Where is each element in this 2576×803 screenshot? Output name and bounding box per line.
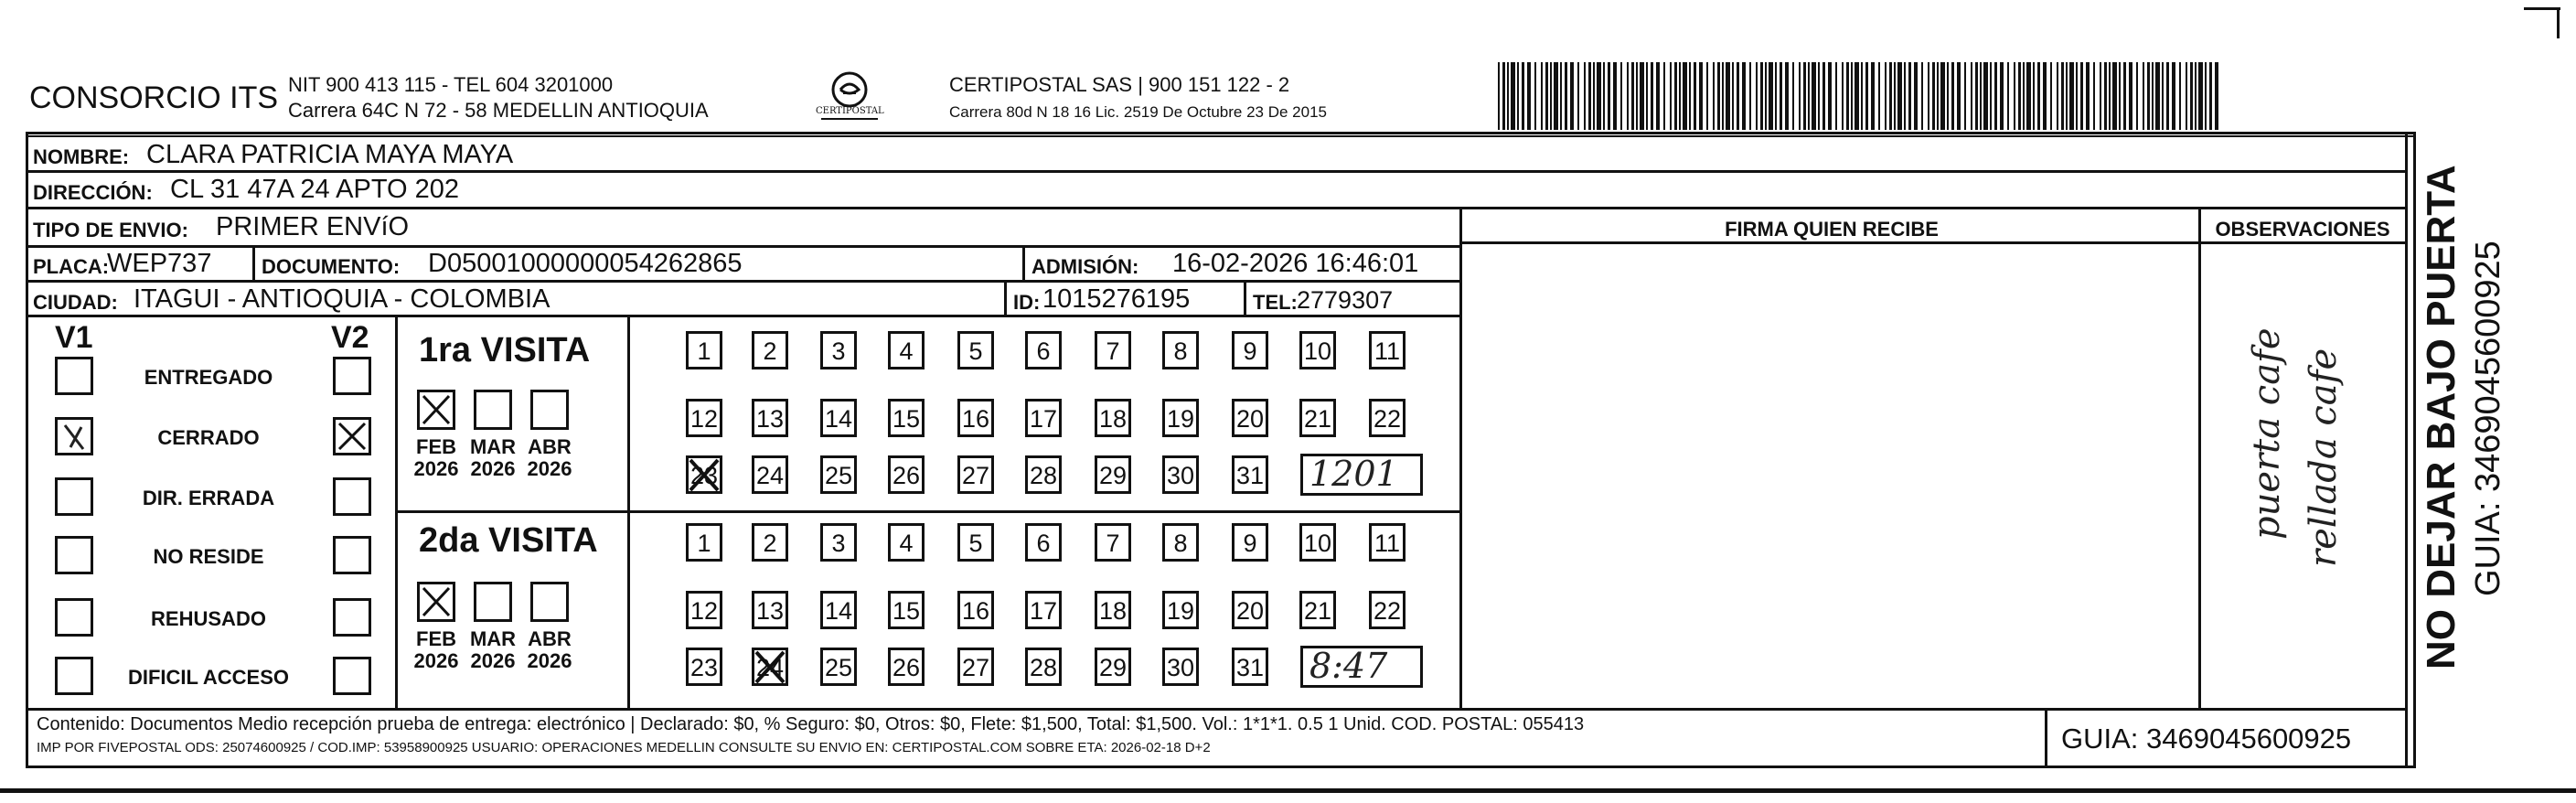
first-day-box[interactable]: 10 — [1299, 331, 1336, 369]
second-day-box[interactable]: 22 — [1369, 591, 1406, 629]
carrier-license: Carrera 80d N 18 16 Lic. 2519 De Octubre 23 De 2015 — [949, 103, 1327, 121]
status-v2-checkbox[interactable] — [333, 657, 371, 695]
first-day-box[interactable]: 17 — [1025, 399, 1062, 437]
barcode-bar — [1651, 62, 1653, 130]
barcode-bar — [1502, 62, 1505, 130]
first-day-box[interactable]: 30 — [1162, 455, 1199, 494]
barcode-bar — [1780, 62, 1782, 130]
footer-imp: IMP POR FIVEPOSTAL ODS: 25074600925 / COD.IMP: 53958900925 USUARIO: OPERACIONES MEDELLIN CONSULTE SU ENVIO EN: CERTIPOSTAL.COM SOBRE ETA: 2026-02-18 D+2 — [37, 740, 1211, 755]
direccion-label: DIRECCIÓN: — [33, 181, 153, 204]
first-day-box[interactable]: 5 — [957, 331, 994, 369]
barcode-bar — [2186, 62, 2187, 130]
barcode-bar — [1749, 62, 1751, 130]
first-day-box[interactable]: 16 — [957, 399, 994, 437]
barcode-bar — [1577, 62, 1579, 130]
barcode-bar — [1694, 62, 1696, 130]
second-year-label: 2026 — [470, 649, 516, 672]
first-day-box[interactable]: 12 — [686, 399, 722, 437]
barcode-bar — [1565, 62, 1567, 130]
barcode-bar — [1498, 62, 1500, 130]
barcode-bar — [2147, 62, 2150, 130]
company-name: CONSORCIO ITS — [29, 80, 279, 115]
first-month-label: MAR — [469, 435, 517, 458]
barcode-bar — [1631, 62, 1634, 130]
side-divider — [2405, 132, 2408, 768]
barcode-bar — [2162, 62, 2164, 130]
barcode-bar — [2007, 62, 2009, 130]
barcode-bar — [1975, 62, 1978, 130]
barcode-bar — [1550, 62, 1552, 130]
barcode-bar — [2061, 62, 2064, 130]
barcode-bar — [1679, 62, 1681, 130]
status-option-label: REHUSADO — [151, 607, 266, 630]
barcode-bar — [1861, 62, 1863, 130]
status-v2-checkbox[interactable] — [333, 417, 371, 455]
barcode-bar — [1994, 62, 1997, 130]
first-month-label: ABR — [528, 435, 572, 458]
barcode-bar — [1812, 62, 1816, 130]
cell-divider — [1022, 245, 1025, 280]
row-line — [26, 170, 2405, 173]
firma-divider — [1459, 207, 1462, 708]
admision-value: 16-02-2026 16:46:01 — [1172, 249, 1419, 278]
second-day-box[interactable]: 16 — [957, 591, 994, 629]
second-day-box[interactable]: 31 — [1232, 648, 1268, 686]
barcode-bar — [2100, 62, 2101, 130]
frame-double-line — [26, 135, 2416, 137]
barcode-bar — [2112, 62, 2117, 130]
observation-note-1: puerta cafe — [2246, 327, 2288, 540]
barcode-bar — [2129, 62, 2132, 130]
tipo-envio-label: TIPO DE ENVIO: — [33, 219, 188, 241]
status-v2-checkbox[interactable] — [333, 357, 371, 395]
barcode-bar — [1940, 62, 1945, 130]
second-day-box[interactable]: 7 — [1095, 523, 1131, 562]
barcode-bar — [2086, 62, 2090, 130]
barcode-bar — [1980, 62, 1982, 130]
barcode-bar — [1851, 62, 1853, 130]
first-month-checkbox[interactable] — [474, 390, 512, 430]
second-day-box[interactable]: 9 — [1232, 523, 1268, 562]
first-day-box[interactable]: 1 — [686, 331, 722, 369]
status-v2-checkbox[interactable] — [333, 598, 371, 637]
barcode-bar — [2179, 62, 2181, 130]
footer-line — [26, 708, 2405, 711]
status-v1-checkbox[interactable] — [55, 357, 93, 395]
barcode-bar — [1990, 62, 1992, 130]
barcode-bar — [1507, 62, 1509, 130]
barcode-bar — [1835, 62, 1837, 130]
first-month-checkbox[interactable] — [530, 390, 569, 430]
barcode-bar — [1737, 62, 1739, 130]
second-month-label: ABR — [528, 627, 572, 650]
first-day-box[interactable]: 14 — [820, 399, 857, 437]
barcode-bar — [1983, 62, 1988, 130]
first-day-box[interactable]: 6 — [1025, 331, 1062, 369]
footer-divider — [2045, 708, 2047, 768]
second-day-box[interactable]: 14 — [820, 591, 857, 629]
observation-note-2: rellada cafe — [2303, 348, 2345, 567]
barcode-bar — [1828, 62, 1832, 130]
barcode-bar — [1846, 62, 1849, 130]
second-day-box[interactable]: 13 — [752, 591, 788, 629]
barcode-bar — [1527, 62, 1531, 130]
barcode-bar — [1541, 62, 1543, 130]
barcode-bar — [1957, 62, 1961, 130]
barcode-bar — [1855, 62, 1859, 130]
barcode-bar — [1603, 62, 1605, 130]
barcode-bar — [1613, 62, 1617, 130]
cell-divider — [1244, 280, 1246, 315]
first-day-box[interactable]: 25 — [820, 455, 857, 494]
row-line — [26, 207, 2405, 209]
barcode-bar — [1897, 62, 1902, 130]
second-day-box[interactable]: 21 — [1299, 591, 1336, 629]
first-month-label: FEB — [416, 435, 456, 458]
second-visit-title: 2da VISITA — [419, 521, 598, 560]
first-day-box[interactable]: 31 — [1232, 455, 1268, 494]
barcode-bar — [1584, 62, 1586, 130]
barcode-bar — [1560, 62, 1562, 130]
second-day-box[interactable]: 3 — [820, 523, 857, 562]
first-time-handwritten: 1201 — [1309, 454, 1398, 494]
first-day-mark — [686, 455, 722, 494]
barcode-bar — [1785, 62, 1789, 130]
barcode-bar — [2136, 62, 2138, 130]
nombre-label: NOMBRE: — [33, 145, 130, 168]
first-day-box[interactable]: 21 — [1299, 399, 1336, 437]
carrier-name: CERTIPOSTAL SAS | 900 151 122 - 2 — [949, 73, 1290, 96]
barcode-bar — [1871, 62, 1875, 130]
barcode-bar — [1689, 62, 1691, 130]
second-day-box[interactable]: 20 — [1232, 591, 1268, 629]
barcode-bar — [2023, 62, 2025, 130]
second-day-box[interactable]: 6 — [1025, 523, 1062, 562]
second-day-mark — [752, 648, 788, 686]
first-day-box[interactable]: 23 — [686, 455, 722, 494]
row-line — [1461, 241, 2405, 244]
barcode-bar — [1597, 62, 1601, 130]
barcode-bar — [2033, 62, 2035, 130]
barcode-bar — [1570, 62, 1574, 130]
barcode-bar — [1803, 62, 1806, 130]
first-day-box[interactable]: 9 — [1232, 331, 1268, 369]
barcode-bar — [1706, 62, 1708, 130]
barcode-bar — [1636, 62, 1638, 130]
first-day-box[interactable]: 28 — [1025, 455, 1062, 494]
second-month-checkbox[interactable] — [474, 582, 512, 622]
barcode-bar — [2076, 62, 2078, 130]
second-month-checkbox[interactable] — [530, 582, 569, 622]
second-day-box[interactable]: 29 — [1095, 648, 1131, 686]
first-day-box[interactable]: 24 — [752, 455, 788, 494]
side-guia: GUIA: 3469045600925 — [2469, 241, 2507, 596]
barcode-bar — [1971, 62, 1972, 130]
first-day-box[interactable]: 4 — [888, 331, 925, 369]
barcode-bar — [1522, 62, 1524, 130]
barcode-bar — [1620, 62, 1622, 130]
firma-label: FIRMA QUIEN RECIBE — [1725, 218, 1939, 241]
barcode-bar — [2066, 62, 2068, 130]
barcode-bar — [2069, 62, 2074, 130]
barcode-bar — [1765, 62, 1767, 130]
barcode-bar — [1640, 62, 1644, 130]
barcode-bar — [2198, 62, 2203, 130]
barcode-bar — [2093, 62, 2095, 130]
status-option-label: NO RESIDE — [153, 545, 264, 568]
scan-mark — [2557, 7, 2560, 38]
row-line — [26, 315, 1461, 317]
barcode-bar — [1627, 62, 1629, 130]
side-warning: NO DEJAR BAJO PUERTA — [2419, 165, 2464, 669]
first-year-label: 2026 — [527, 457, 572, 480]
barcode-bar — [2166, 62, 2169, 130]
barcode-bar — [2043, 62, 2047, 130]
barcode-bar — [1593, 62, 1595, 130]
footer-contenido: Contenido: Documentos Medio recepción prueba de entrega: electrónico | Declarado: $0, % Seguro: $0, Otros: $0, Flete: $1,500, Total: $1,500. Vol.: 1*1*1. 0.5 1 Unid. COD. POSTAL: 055413 — [37, 714, 1585, 734]
barcode-bar — [2172, 62, 2175, 130]
barcode-bar — [1663, 62, 1665, 130]
barcode-bar — [2143, 62, 2144, 130]
first-day-box[interactable]: 26 — [888, 455, 925, 494]
second-year-label: 2026 — [413, 649, 459, 672]
first-day-box[interactable]: 15 — [888, 399, 925, 437]
second-year-label: 2026 — [527, 649, 572, 672]
first-day-box[interactable]: 2 — [752, 331, 788, 369]
placa-value: WEP737 — [107, 249, 212, 278]
barcode-bar — [1775, 62, 1777, 130]
admision-label: ADMISIÓN: — [1031, 255, 1139, 278]
first-year-label: 2026 — [470, 457, 516, 480]
status-v2-checkbox[interactable] — [333, 536, 371, 574]
barcode-bar — [2109, 62, 2111, 130]
second-month-label: MAR — [469, 627, 517, 650]
v2-label: V2 — [331, 320, 369, 355]
barcode-bar — [1947, 62, 1949, 130]
second-day-box[interactable]: 5 — [957, 523, 994, 562]
placa-label: PLACA: — [33, 255, 110, 278]
barcode-bar — [2057, 62, 2058, 130]
first-day-box[interactable]: 22 — [1369, 399, 1406, 437]
barcode-bar — [1554, 62, 1558, 130]
ciudad-label: CIUDAD: — [33, 291, 118, 314]
barcode-bar — [1937, 62, 1939, 130]
barcode-bar — [2000, 62, 2004, 130]
barcode-bar — [2050, 62, 2052, 130]
barcode-bar — [1517, 62, 1519, 130]
barcode-bar — [1818, 62, 1820, 130]
v1-label: V1 — [55, 320, 93, 355]
second-day-box[interactable]: 10 — [1299, 523, 1336, 562]
barcode-bar — [1699, 62, 1703, 130]
first-day-box[interactable]: 7 — [1095, 331, 1131, 369]
second-day-box[interactable]: 30 — [1162, 648, 1199, 686]
first-day-box[interactable]: 3 — [820, 331, 857, 369]
second-day-box[interactable]: 1 — [686, 523, 722, 562]
second-day-box[interactable]: 8 — [1162, 523, 1199, 562]
barcode-bar — [1717, 62, 1720, 130]
second-day-box[interactable]: 23 — [686, 648, 722, 686]
barcode-bar — [2119, 62, 2121, 130]
barcode-icon — [1498, 62, 2228, 130]
second-day-box[interactable]: 19 — [1162, 591, 1199, 629]
barcode-bar — [1646, 62, 1648, 130]
barcode-bar — [1683, 62, 1687, 130]
second-time-handwritten: 8:47 — [1309, 646, 1388, 686]
first-day-box[interactable]: 20 — [1232, 399, 1268, 437]
footer-guia: GUIA: 3469045600925 — [2061, 723, 2352, 755]
barcode-bar — [1822, 62, 1825, 130]
first-day-box[interactable]: 8 — [1162, 331, 1199, 369]
status-v2-checkbox[interactable] — [333, 477, 371, 516]
first-month-checkbox[interactable] — [417, 390, 455, 430]
status-option-label: DIFICIL ACCESO — [127, 666, 289, 689]
barcode-bar — [1792, 62, 1794, 130]
barcode-bar — [1769, 62, 1773, 130]
barcode-bar — [2195, 62, 2197, 130]
cell-divider — [1004, 280, 1007, 315]
status-v1-checkbox[interactable] — [55, 536, 93, 574]
first-day-box[interactable]: 11 — [1369, 331, 1406, 369]
scan-edge — [0, 788, 2576, 793]
second-day-box[interactable]: 25 — [820, 648, 857, 686]
barcode-bar — [1885, 62, 1887, 130]
status-option-label: DIR. ERRADA — [142, 487, 275, 509]
barcode-bar — [1951, 62, 1954, 130]
barcode-bar — [1713, 62, 1715, 130]
first-day-box[interactable]: 13 — [752, 399, 788, 437]
documento-value: D05001000000054262865 — [428, 249, 743, 278]
status-v1-checkbox[interactable] — [55, 477, 93, 516]
tel-value: 2779307 — [1297, 286, 1394, 314]
second-day-box[interactable]: 17 — [1025, 591, 1062, 629]
second-day-box[interactable]: 28 — [1025, 648, 1062, 686]
barcode-bar — [1865, 62, 1868, 130]
barcode-bar — [1588, 62, 1591, 130]
second-month-label: FEB — [416, 627, 456, 650]
barcode-bar — [2026, 62, 2031, 130]
barcode-bar — [2215, 62, 2218, 130]
barcode-bar — [1756, 62, 1758, 130]
status-option-label: CERRADO — [157, 426, 260, 449]
barcode-bar — [1674, 62, 1677, 130]
barcode-bar — [1545, 62, 1548, 130]
barcode-bar — [2190, 62, 2193, 130]
day-grid-divider — [627, 315, 630, 708]
first-day-box[interactable]: 18 — [1095, 399, 1131, 437]
scan-mark — [2524, 7, 2560, 10]
barcode-bar — [2209, 62, 2212, 130]
cell-divider — [252, 245, 255, 280]
barcode-bar — [2037, 62, 2040, 130]
barcode-bar — [2014, 62, 2015, 130]
barcode-bar — [1908, 62, 1911, 130]
first-visit-title: 1ra VISITA — [419, 331, 591, 369]
barcode-bar — [2152, 62, 2154, 130]
second-day-box[interactable]: 11 — [1369, 523, 1406, 562]
second-day-box[interactable]: 27 — [957, 648, 994, 686]
barcode-bar — [1964, 62, 1966, 130]
barcode-bar — [2205, 62, 2207, 130]
barcode-bar — [2123, 62, 2126, 130]
barcode-bar — [1842, 62, 1844, 130]
barcode-bar — [1894, 62, 1896, 130]
second-day-box[interactable]: 15 — [888, 591, 925, 629]
id-value: 1015276195 — [1042, 284, 1191, 314]
second-day-box[interactable]: 18 — [1095, 591, 1131, 629]
first-day-box[interactable]: 19 — [1162, 399, 1199, 437]
second-day-box[interactable]: 26 — [888, 648, 925, 686]
barcode-bar — [1760, 62, 1763, 130]
observaciones-label: OBSERVACIONES — [2215, 218, 2390, 241]
status-v1-checkbox[interactable] — [55, 657, 93, 695]
direccion-value: CL 31 47A 24 APTO 202 — [170, 175, 460, 204]
second-day-box[interactable]: 4 — [888, 523, 925, 562]
status-v1-checkbox[interactable] — [55, 417, 93, 455]
certipostal-logo-icon — [816, 70, 883, 124]
observaciones-divider — [2198, 207, 2201, 708]
nombre-value: CLARA PATRICIA MAYA MAYA — [146, 140, 514, 169]
id-label: ID: — [1013, 291, 1041, 314]
barcode-bar — [1511, 62, 1515, 130]
barcode-bar — [1732, 62, 1734, 130]
barcode-bar — [1889, 62, 1892, 130]
barcode-bar — [1928, 62, 1929, 130]
barcode-bar — [1656, 62, 1660, 130]
visit-separator — [395, 510, 1461, 513]
barcode-bar — [2155, 62, 2160, 130]
barcode-bar — [1742, 62, 1746, 130]
barcode-bar — [1932, 62, 1935, 130]
company-nit: NIT 900 413 115 - TEL 604 3201000 — [288, 73, 614, 96]
tel-label: TEL: — [1253, 291, 1298, 314]
second-day-box[interactable]: 12 — [686, 591, 722, 629]
second-day-box[interactable]: 24 — [752, 648, 788, 686]
status-option-label: ENTREGADO — [144, 366, 273, 389]
company-address: Carrera 64C N 72 - 58 MEDELLIN ANTIOQUIA — [288, 99, 709, 122]
ciudad-value: ITAGUI - ANTIOQUIA - COLOMBIA — [134, 284, 550, 314]
first-day-box[interactable]: 29 — [1095, 455, 1131, 494]
tipo-envio-value: PRIMER ENVíO — [216, 212, 410, 241]
documento-label: DOCUMENTO: — [262, 255, 401, 278]
barcode-bar — [1722, 62, 1724, 130]
row-line — [26, 245, 1461, 248]
barcode-bar — [1921, 62, 1923, 130]
first-day-box[interactable]: 27 — [957, 455, 994, 494]
barcode-bar — [1670, 62, 1672, 130]
barcode-bar — [1608, 62, 1610, 130]
barcode-bar — [1904, 62, 1906, 130]
barcode-bar — [2018, 62, 2021, 130]
barcode-bar — [1914, 62, 1918, 130]
barcode-bar — [2104, 62, 2107, 130]
logo-text: CERTIPOSTAL — [816, 106, 884, 116]
barcode-bar — [1534, 62, 1536, 130]
barcode-bar — [2080, 62, 2083, 130]
status-v1-checkbox[interactable] — [55, 598, 93, 637]
barcode-bar — [1808, 62, 1810, 130]
second-month-checkbox[interactable] — [417, 582, 455, 622]
barcode-bar — [1799, 62, 1801, 130]
first-year-label: 2026 — [413, 457, 459, 480]
barcode-bar — [1878, 62, 1880, 130]
second-day-box[interactable]: 2 — [752, 523, 788, 562]
barcode-bar — [1726, 62, 1730, 130]
